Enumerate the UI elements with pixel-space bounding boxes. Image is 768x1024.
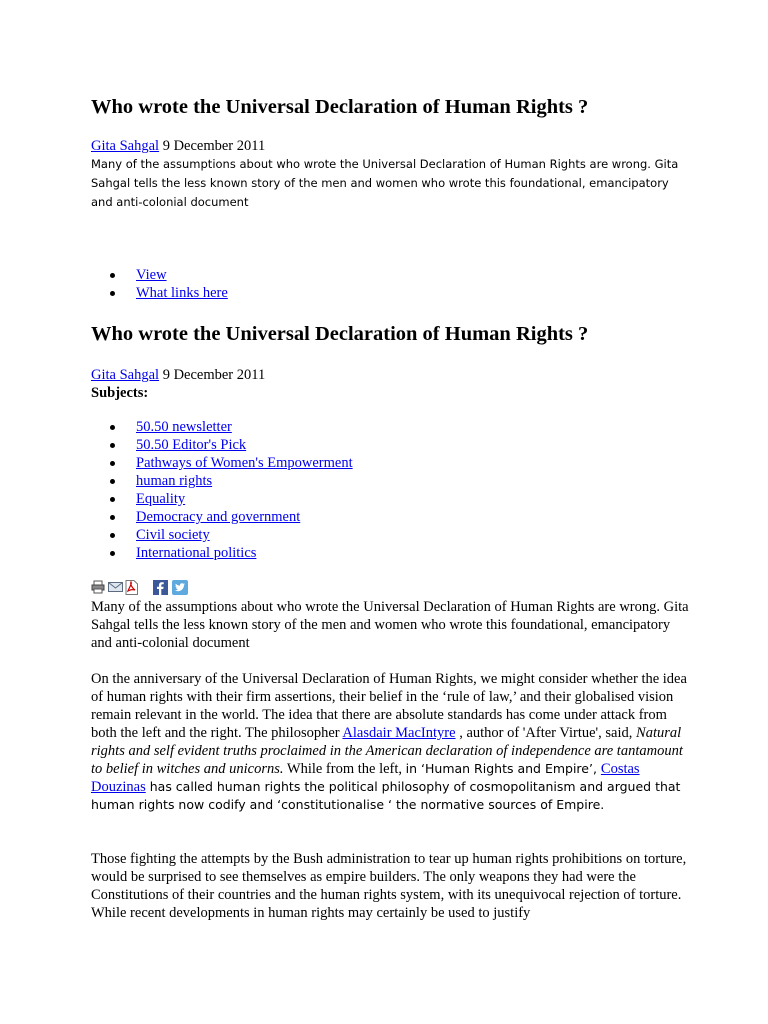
paragraph-text: The idea that there are absolute standards has come under attack from both the left and the right. The philosopher	[91, 707, 667, 741]
paragraph-text: in ‘Human Rights and Empire’,	[405, 761, 601, 776]
article-summary: Many of the assumptions about who wrote the Universal Declaration of Human Rights are wrong. Gita Sahgal tells the less known story of the men and women who wrote this foundational, emancipatory and anti-colonial document	[91, 599, 689, 651]
costas-douzinas-link[interactable]: Costas Douzinas	[91, 761, 640, 795]
alasdair-macintyre-link[interactable]: Alasdair MacIntyre	[342, 725, 456, 741]
subject-link[interactable]: human rights	[136, 473, 213, 489]
list-item	[136, 418, 353, 436]
pdf-icon[interactable]	[125, 580, 138, 600]
tab-what-links-here	[136, 284, 228, 302]
tab-view	[136, 266, 228, 284]
list-item	[136, 472, 353, 490]
article-paragraph-2: Those fighting the attempts by the Bush administration to tear up human rights prohibitions on torture, would be surprised to see themselves as empire builders. The only weapons they had were the Constitutions of their countries and the human rights system, with its unequivocal rejection of torture. While recent developments in human rights may certainly be used to justify	[91, 851, 687, 921]
quote-text: Natural rights and self evident truths proclaimed in the American declaration of independence are tantamount to belief in witches and unicorns.	[91, 725, 683, 777]
subject-link[interactable]: Equality	[136, 491, 186, 507]
list-item	[136, 526, 353, 544]
subject-link[interactable]: International politics	[136, 545, 257, 561]
publish-date: 9 December 2011	[162, 138, 266, 154]
article-paragraph-1	[91, 670, 691, 814]
subject-link[interactable]: Democracy and government	[136, 509, 301, 525]
byline	[91, 137, 265, 155]
facebook-icon[interactable]	[153, 580, 168, 600]
list-item	[136, 544, 353, 562]
author-link[interactable]: Gita Sahgal	[91, 138, 160, 154]
subject-link[interactable]: 50.50 Editor's Pick	[136, 437, 247, 453]
paragraph-text: has called human rights the political philosophy of cosmopolitanism and argued that human rights now codify and ‘constitutionalise ‘ the normative sources of Empire.	[91, 779, 681, 812]
email-icon[interactable]	[108, 580, 123, 598]
list-item	[136, 490, 353, 508]
twitter-icon[interactable]	[172, 580, 188, 600]
article-byline	[91, 366, 265, 384]
subjects-list	[91, 418, 353, 562]
summary: Many of the assumptions about who wrote the Universal Declaration of Human Rights are wrong. Gita Sahgal tells the less known story of the men and women who wrote this foundational, emancipatory and anti-colonial document	[91, 157, 679, 209]
paragraph-text: On the anniversary of the Universal Declaration of Human Rights, we might consider whether the idea of human rights with their firm assertions, their belief in the ‘rule of law,’ and their globalised vision remain relevant in the world.	[91, 671, 687, 723]
tab-view-link[interactable]: View	[136, 267, 167, 283]
view-tabs	[91, 266, 228, 302]
list-item	[136, 508, 353, 526]
tab-what-links-here-link[interactable]: What links here	[136, 285, 228, 301]
article-title: Who wrote the Universal Declaration of Human Rights ?	[91, 323, 589, 345]
list-item	[136, 436, 353, 454]
subject-link[interactable]: 50.50 newsletter	[136, 419, 232, 435]
subject-link[interactable]: Pathways of Women's Empowerment	[136, 455, 353, 471]
page-title: Who wrote the Universal Declaration of Human Rights ?	[91, 96, 589, 118]
article-date: 9 December 2011	[162, 367, 266, 383]
subject-link[interactable]: Civil society	[136, 527, 210, 543]
subjects-label: Subjects:	[91, 385, 149, 401]
list-item	[136, 454, 353, 472]
article-author-link[interactable]: Gita Sahgal	[91, 367, 160, 383]
paragraph-text: , author of 'After Virtue', said,	[455, 725, 637, 741]
paragraph-text: While from the left,	[283, 761, 406, 777]
print-icon[interactable]	[91, 580, 105, 599]
